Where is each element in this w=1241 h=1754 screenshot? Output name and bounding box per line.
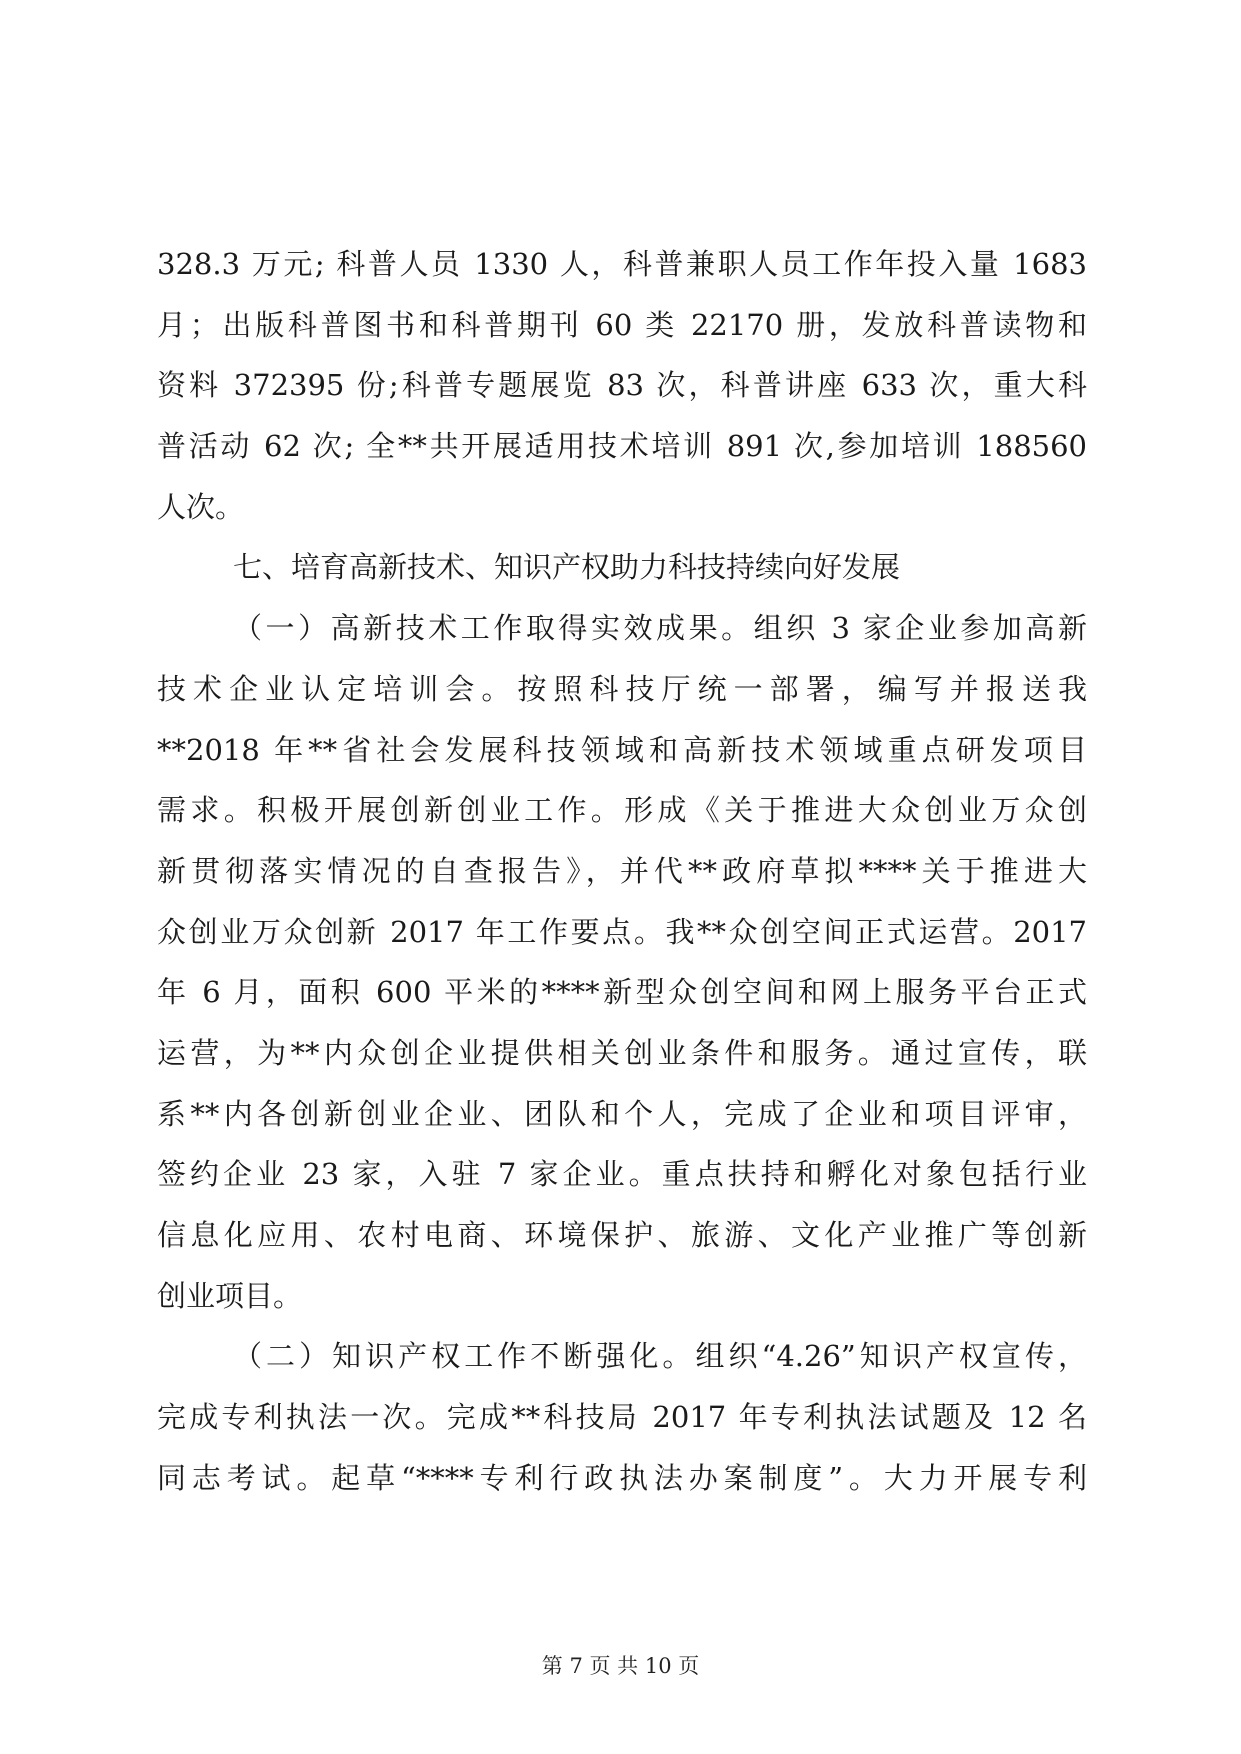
text-line: 人次。 (157, 489, 245, 524)
text-line: 年 6 月，面积 600 平米的****新型众创空间和网上服务平台正式 (157, 975, 1087, 1010)
text-line: 同志考试。起草“****专利行政执法办案制度”。大力开展专利 (157, 1460, 1087, 1495)
section-heading: 七、培育高新技术、知识产权助力科技持续向好发展 (233, 550, 901, 585)
text-line: 资料 372395 份;科普专题展览 83 次，科普讲座 633 次，重大科 (157, 368, 1087, 403)
page-number-footer: 第 7 页 共 10 页 (541, 1654, 700, 1678)
text-line: **2018 年**省社会发展科技领域和高新技术领域重点研发项目 (157, 732, 1087, 767)
text-line: 众创业万众创新 2017 年工作要点。我**众创空间正式运营。2017 (157, 914, 1087, 949)
text-line: 普活动 62 次; 全**共开展适用技术培训 891 次,参加培训 188560 (157, 429, 1087, 464)
document-body (157, 234, 1087, 1508)
text-line: 完成专利执法一次。完成**科技局 2017 年专利执法试题及 12 名 (157, 1400, 1087, 1435)
text-line: 信息化应用、农村电商、环境保护、旅游、文化产业推广等创新 (157, 1218, 1087, 1252)
text-line: 月；出版科普图书和科普期刊 60 类 22170 册，发放科普读物和 (157, 307, 1087, 342)
text-line: 签约企业 23 家，入驻 7 家企业。重点扶持和孵化对象包括行业 (157, 1157, 1087, 1192)
text-line: 技术企业认定培训会。按照科技厅统一部署，编写并报送我 (157, 671, 1087, 706)
paragraph-start: （二）知识产权工作不断强化。组织“4.26”知识产权宣传， (233, 1339, 1087, 1374)
paragraph-start: （一）高新技术工作取得实效成果。组织 3 家企业参加高新 (233, 611, 1087, 646)
text-line: 运营，为**内众创企业提供相关创业条件和服务。通过宣传，联 (157, 1035, 1087, 1070)
text-line: 创业项目。 (157, 1278, 303, 1313)
text-line: 328.3 万元; 科普人员 1330 人，科普兼职人员工作年投入量 1683 (157, 247, 1087, 281)
text-line: 新贯彻落实情况的自查报告》，并代**政府草拟****关于推进大 (157, 853, 1087, 888)
text-line: 系**内各创新创业企业、团队和个人，完成了企业和项目评审， (157, 1096, 1087, 1131)
text-line: 需求。积极开展创新创业工作。形成《关于推进大众创业万众创 (157, 793, 1087, 828)
